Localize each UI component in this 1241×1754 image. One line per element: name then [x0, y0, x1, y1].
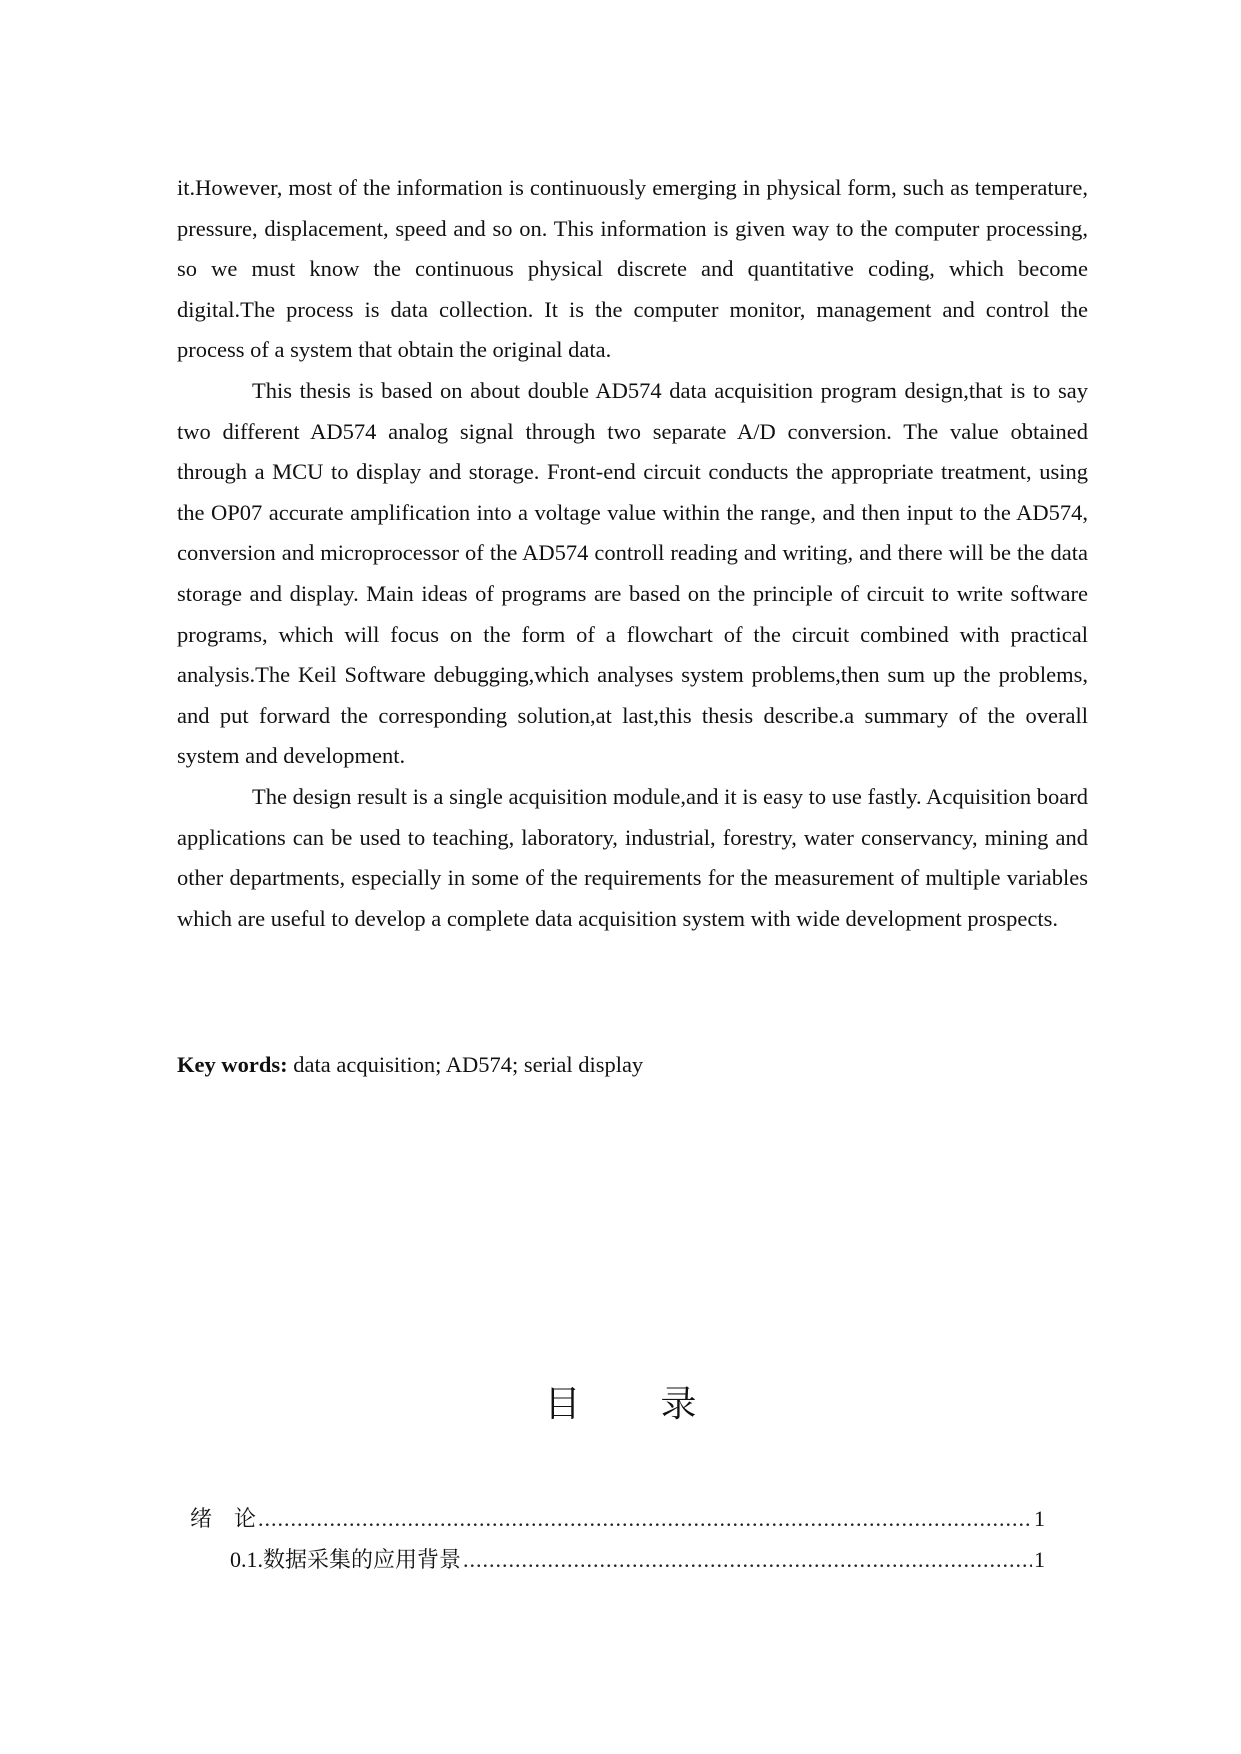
- table-of-contents: [190, 1502, 1045, 1584]
- abstract-paragraph: it.However, most of the information is continuously emerging in physical form, such as temperature, pressure, displacement, speed and so on. This information is given way to the computer processing, so we must know the continuous physical discrete and quantitative coding, which become digital.The process is data collection. It is the computer monitor, management and control the process of a system that obtain the original data.: [177, 175, 1088, 363]
- toc-leader-dots: [463, 1547, 1032, 1573]
- toc-entry[interactable]: [190, 1543, 1045, 1584]
- toc-title-char: 目: [544, 1384, 581, 1425]
- toc-entry-label: 数据采集的应用背景: [263, 1548, 462, 1573]
- abstract-paragraph: This thesis is based on about double AD574 data acquisition program design,that is to say two different AD574 analog signal through two separate A/D conversion. The value obtained through a MCU to display and storage. Front-end circuit conducts the appropriate treatment, using the OP07 accurate amplification into a voltage value within the range, and then input to the AD574, conversion and microprocessor of the AD574 controll reading and writing, and there will be the data storage and display. Main ideas of programs are based on the principle of circuit to write software programs, which will focus on the form of a flowchart of the circuit combined with practical analysis.The Keil Software debugging,which analyses system problems,then sum up the problems, and put forward the corresponding solution,at last,this thesis describe.a summary of the overall system and development.: [177, 377, 1088, 769]
- toc-leader-dots: [258, 1506, 1032, 1532]
- toc-entry-label: 绪 论: [190, 1507, 257, 1532]
- toc-title-char: 录: [660, 1384, 697, 1425]
- keywords-line: [177, 1047, 1088, 1083]
- toc-title: [0, 1380, 1241, 1430]
- abstract-body: [177, 168, 1088, 939]
- toc-entry-number: 0.1.: [230, 1547, 263, 1572]
- toc-entry-label-wrap: [230, 1543, 461, 1574]
- toc-entry-page: 1: [1034, 1506, 1045, 1531]
- toc-entry-page: 1: [1034, 1547, 1045, 1572]
- keywords-text: data acquisition; AD574; serial display: [287, 1052, 644, 1077]
- keywords-label: Key words:: [177, 1052, 288, 1077]
- abstract-paragraph: The design result is a single acquisition module,and it is easy to use fastly. Acquisition board applications can be used to teaching, laboratory, industrial, forestry, water conservancy, mining and other departments, especially in some of the requirements for the measurement of multiple variables which are useful to develop a complete data acquisition system with wide development prospects.: [177, 783, 1088, 931]
- toc-entry[interactable]: [190, 1502, 1045, 1543]
